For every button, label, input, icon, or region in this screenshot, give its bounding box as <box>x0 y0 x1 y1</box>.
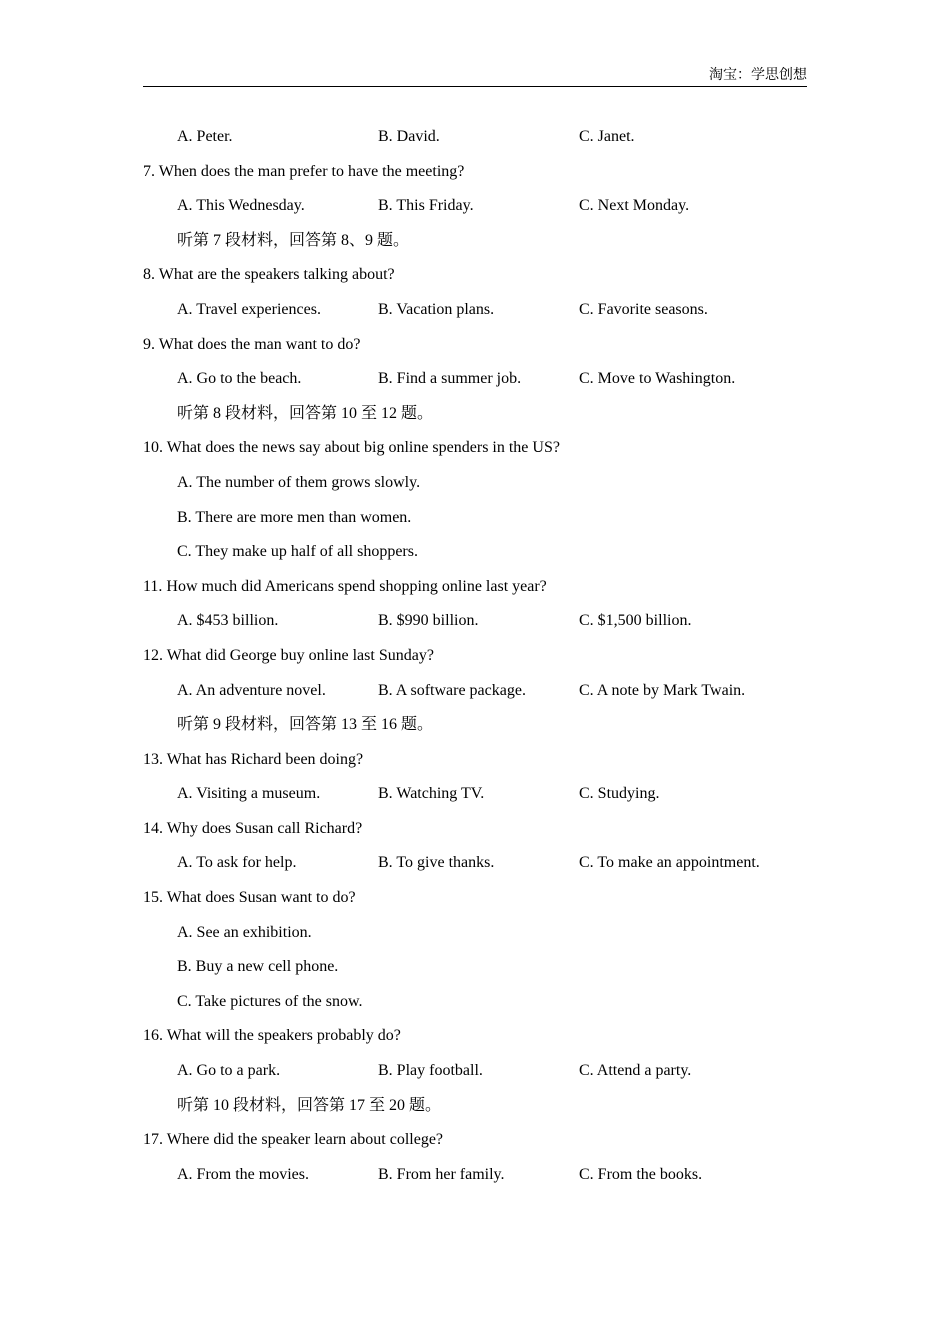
answer-option-b: B. A software package. <box>378 681 526 699</box>
answer-option-b: B. Watching TV. <box>378 785 485 803</box>
question-text: 17. Where did the speaker learn about college? <box>143 1131 444 1149</box>
answer-option-c: C. To make an appointment. <box>579 854 760 872</box>
question-text: 11. How much did Americans spend shopping online last year? <box>143 577 547 595</box>
answer-option-c: C. Janet. <box>579 128 635 145</box>
question-text: 15. What does Susan want to do? <box>143 889 356 907</box>
answer-option-line: B. Buy a new cell phone. <box>177 958 339 976</box>
answer-option-b: B. Find a summer job. <box>378 370 522 388</box>
question-text: 12. What did George buy online last Sunday? <box>143 646 434 664</box>
question-text: 13. What has Richard been doing? <box>143 750 364 768</box>
answer-option-a: A. Visiting a museum. <box>177 785 321 803</box>
answer-option-a: A. Go to a park. <box>177 1062 281 1080</box>
listening-instruction: 听第 9 段材料，回答第 13 至 16 题。 <box>177 716 434 734</box>
answer-option-a: A. This Wednesday. <box>177 197 305 215</box>
question-text: 14. Why does Susan call Richard? <box>143 819 363 837</box>
answer-option-c: C. Next Monday. <box>579 197 690 215</box>
answer-option-line: C. They make up half of all shoppers. <box>177 543 418 561</box>
answer-option-c: C. Studying. <box>579 785 660 803</box>
answer-option-c: C. A note by Mark Twain. <box>579 681 746 699</box>
answer-option-a: A. Travel experiences. <box>177 300 321 318</box>
answer-option-a: A. To ask for help. <box>177 854 297 872</box>
header-text: 淘宝：学思创想 <box>709 68 807 83</box>
question-text: 7. When does the man prefer to have the meeting? <box>143 162 465 180</box>
answer-option-c: C. Favorite seasons. <box>579 300 708 318</box>
answer-options-row <box>143 297 807 332</box>
answer-options-row <box>143 1162 807 1197</box>
answer-option-b: B. Play football. <box>378 1062 483 1080</box>
answer-option-a: A. Go to the beach. <box>177 370 302 388</box>
answer-option-c: C. Move to Washington. <box>579 370 736 388</box>
question-text: 9. What does the man want to do? <box>143 335 361 353</box>
answer-option-b: B. David. <box>378 128 440 145</box>
answer-option-line: C. Take pictures of the snow. <box>177 992 363 1010</box>
answer-options-row <box>143 193 807 228</box>
answer-option-c: C. $1,500 billion. <box>579 612 692 630</box>
answer-option-c: C. From the books. <box>579 1165 703 1183</box>
listening-instruction: 听第 7 段材料，回答第 8、9 题。 <box>177 231 410 249</box>
answer-option-b: B. From her family. <box>378 1165 505 1183</box>
answer-options-row <box>143 608 807 643</box>
answer-option-b: B. $990 billion. <box>378 612 479 630</box>
answer-option-b: B. To give thanks. <box>378 854 495 872</box>
exam-content <box>143 124 807 1196</box>
question-text: 16. What will the speakers probably do? <box>143 1027 401 1045</box>
question-text: 10. What does the news say about big online spenders in the US? <box>143 439 560 457</box>
listening-instruction: 听第 10 段材料，回答第 17 至 20 题。 <box>177 1096 442 1114</box>
answer-option-a: A. $453 billion. <box>177 612 279 630</box>
answer-options-row <box>143 781 807 816</box>
answer-options-row <box>143 1058 807 1093</box>
answer-option-b: B. This Friday. <box>378 197 474 215</box>
answer-options-row <box>143 678 807 713</box>
answer-option-b: B. Vacation plans. <box>378 300 495 318</box>
listening-instruction: 听第 8 段材料，回答第 10 至 12 题。 <box>177 404 434 422</box>
answer-option-c: C. Attend a party. <box>579 1062 692 1080</box>
answer-options-row <box>143 850 807 885</box>
answer-options-row <box>143 366 807 401</box>
question-text: 8. What are the speakers talking about? <box>143 266 395 284</box>
answer-option-a: A. An adventure novel. <box>177 681 326 699</box>
answer-options-row <box>143 124 807 159</box>
answer-option-a: A. From the movies. <box>177 1165 309 1183</box>
answer-option-a: A. Peter. <box>177 128 233 145</box>
answer-option-line: A. See an exhibition. <box>177 923 312 941</box>
answer-option-line: A. The number of them grows slowly. <box>177 473 421 491</box>
answer-option-line: B. There are more men than women. <box>177 508 412 526</box>
page-header <box>143 66 807 87</box>
